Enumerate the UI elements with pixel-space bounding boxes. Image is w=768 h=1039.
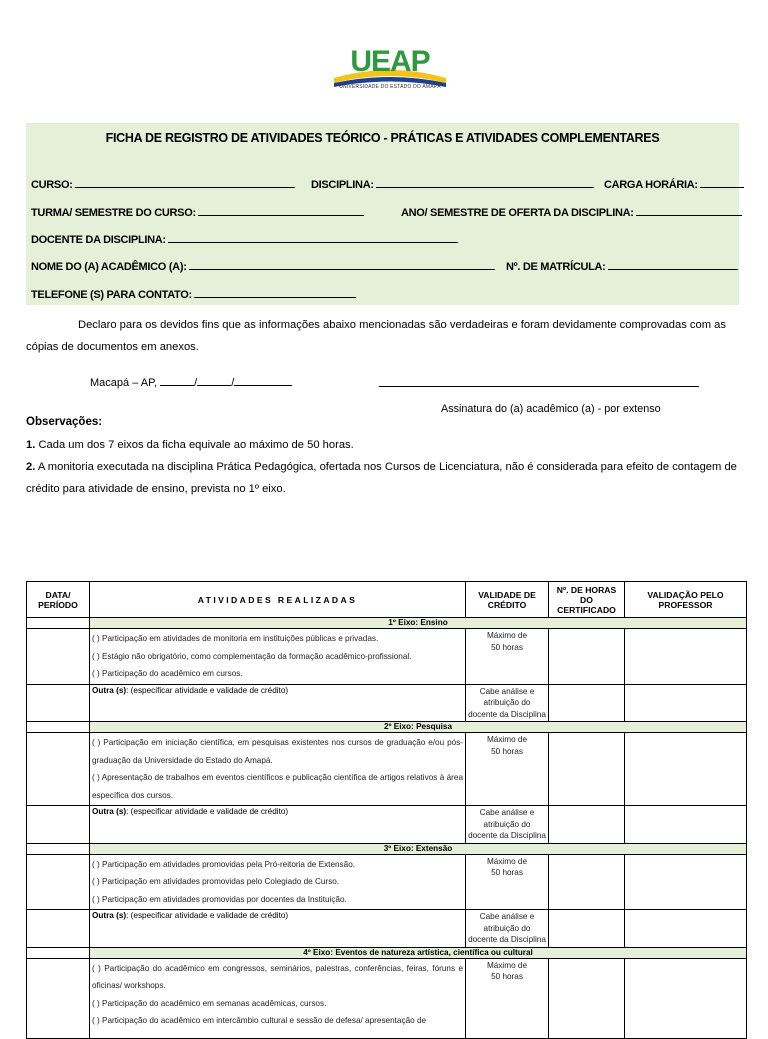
validity-cell: Cabe análise e atribuição do docente da Disciplina xyxy=(466,910,549,948)
validity-cell: Máximo de 50 horas xyxy=(466,733,549,806)
table-row xyxy=(27,806,747,844)
teacher-field[interactable] xyxy=(31,232,458,246)
validation-cell[interactable] xyxy=(625,733,747,806)
registration-label: Nº. DE MATRÍCULA: xyxy=(506,261,606,273)
axis-row-4 xyxy=(27,947,747,958)
activities-cell xyxy=(90,854,466,910)
validity-cell: Máximo de 50 horas xyxy=(466,854,549,910)
phone-field[interactable] xyxy=(31,287,356,301)
discipline-field[interactable] xyxy=(311,177,594,191)
hours-cell[interactable] xyxy=(549,684,625,722)
activity-item[interactable]: ( ) Estágio não obrigatório, como complementação da formação acadêmico-profissional. xyxy=(92,651,412,661)
hours-cell[interactable] xyxy=(549,958,625,1038)
activities-cell xyxy=(90,958,466,1038)
date-cell[interactable] xyxy=(27,733,90,806)
observation-1 xyxy=(26,434,742,456)
validation-cell[interactable] xyxy=(625,958,747,1038)
table-row xyxy=(27,629,747,685)
logo-subtitle: UNIVERSIDADE DO ESTADO DO AMAPÁ xyxy=(339,84,441,90)
activity-item[interactable]: ( ) Participação em atividades de monitoria em instituições públicas e privadas. xyxy=(92,634,379,643)
axis-row-3 xyxy=(27,843,747,854)
other-activity-cell[interactable]: Outra (s): (especificar atividade e validade de crédito) xyxy=(90,910,466,948)
activity-item[interactable]: ( ) Participação do acadêmico em intercâmbio cultural e sessão de defesa/ apresentação de xyxy=(92,1016,427,1025)
validation-cell[interactable] xyxy=(625,854,747,910)
declaration-text: Declaro para os devidos fins que as informações abaixo mencionadas são verdadeiras e foram devidamente comprovadas com as cópias de documentos em anexos. xyxy=(26,319,726,353)
observation-2 xyxy=(26,456,742,500)
place-label: Macapá – AP, xyxy=(90,377,158,389)
header-activities: ATIVIDADES REALIZADAS xyxy=(90,582,466,618)
form-title: FICHA DE REGISTRO DE ATIVIDADES TEÓRICO - PRÁTICAS E ATIVIDADES COMPLEMENTARES xyxy=(105,131,660,145)
class-semester-label: TURMA/ SEMESTRE DO CURSO: xyxy=(31,207,196,219)
hours-cell[interactable] xyxy=(549,910,625,948)
axis-2-title: 2º Eixo: Pesquisa xyxy=(90,722,747,733)
axis-row-1 xyxy=(27,618,747,629)
axis-row-2 xyxy=(27,722,747,733)
activity-item[interactable]: ( ) Participação em atividades promovidas pelo Colegiado de Curso. xyxy=(92,877,340,886)
signature-label: Assinatura do (a) acadêmico (a) - por extenso xyxy=(441,403,661,415)
activities-cell xyxy=(90,733,466,806)
header-validation: VALIDAÇÃO PELO PROFESSOR xyxy=(625,582,747,618)
date-cell[interactable] xyxy=(27,629,90,685)
date-cell[interactable] xyxy=(27,958,90,1038)
phone-label: TELEFONE (S) PARA CONTATO: xyxy=(31,289,192,301)
observation-2-number: 2. xyxy=(26,461,36,473)
date-cell[interactable] xyxy=(27,854,90,910)
observation-2-text: A monitoria executada na disciplina Prática Pedagógica, ofertada nos Cursos de Licenciatura, não é considerada para efeito de contagem de crédito para atividade de ensino, prevista no 1º eixo. xyxy=(26,461,737,495)
validity-cell: Máximo de 50 horas xyxy=(466,629,549,685)
table-row xyxy=(27,854,747,910)
activities-cell xyxy=(90,629,466,685)
activity-item[interactable]: ( ) Participação em iniciação científica, em pesquisas existentes nos cursos de graduação e/ou pós-graduação da Universidade do Estado do Amapá. xyxy=(92,738,463,765)
activity-item[interactable]: ( ) Participação do acadêmico em congressos, seminários, palestras, conferências, feiras, fóruns e oficinas/ workshops. xyxy=(92,963,463,990)
student-name-label: NOME DO (A) ACADÊMICO (A): xyxy=(31,261,187,273)
activities-table xyxy=(26,581,747,1039)
date-cell[interactable] xyxy=(27,910,90,948)
validity-cell: Cabe análise e atribuição do docente da Disciplina xyxy=(466,806,549,844)
validity-cell: Máximo de 50 horas xyxy=(466,958,549,1038)
activity-item[interactable]: ( ) Participação do acadêmico em semanas acadêmicas, cursos. xyxy=(92,998,327,1008)
offer-year-label: ANO/ SEMESTRE DE OFERTA DA DISCIPLINA: xyxy=(401,207,634,219)
table-row xyxy=(27,910,747,948)
discipline-label: DISCIPLINA: xyxy=(311,179,374,191)
table-row xyxy=(27,958,747,1038)
table-header-row xyxy=(27,582,747,618)
validation-cell[interactable] xyxy=(625,684,747,722)
hours-cell[interactable] xyxy=(549,806,625,844)
workload-field[interactable] xyxy=(604,177,744,191)
table-row xyxy=(27,684,747,722)
table-row xyxy=(27,733,747,806)
validation-cell[interactable] xyxy=(625,910,747,948)
activity-item[interactable]: ( ) Apresentação de trabalhos em eventos científicos e publicação científica de artigos relativos à área específica dos cursos. xyxy=(92,773,463,800)
activity-item[interactable]: ( ) Participação do acadêmico em cursos. xyxy=(92,669,243,678)
header-hours: Nº. DE HORAS DO CERTIFICADO xyxy=(549,582,625,618)
axis-1-title: 1º Eixo: Ensino xyxy=(90,618,747,629)
header-date: DATA/ PERÍODO xyxy=(27,582,90,618)
date-place-line[interactable]: Macapá – AP, / / xyxy=(90,375,292,389)
hours-cell[interactable] xyxy=(549,733,625,806)
hours-cell[interactable] xyxy=(549,629,625,685)
activity-item[interactable]: ( ) Participação em atividades promovidas pela Pró-reitoria de Extensão. xyxy=(92,859,356,869)
axis-3-title: 3º Eixo: Extensão xyxy=(90,843,747,854)
other-activity-cell[interactable]: Outra (s): (especificar atividade e validade de crédito) xyxy=(90,806,466,844)
student-name-field[interactable] xyxy=(31,259,495,273)
observation-1-number: 1. xyxy=(26,439,36,451)
date-cell[interactable] xyxy=(27,684,90,722)
validation-cell[interactable] xyxy=(625,806,747,844)
activity-item[interactable]: ( ) Participação em atividades promovidas por docentes da Instituição. xyxy=(92,894,347,904)
observation-1-text: Cada um dos 7 eixos da ficha equivale ao máximo de 50 horas. xyxy=(38,439,354,451)
validation-cell[interactable] xyxy=(625,629,747,685)
date-cell[interactable] xyxy=(27,806,90,844)
workload-label: CARGA HORÁRIA: xyxy=(604,179,698,191)
header-validity: VALIDADE DE CRÉDITO xyxy=(466,582,549,618)
hours-cell[interactable] xyxy=(549,854,625,910)
course-label: CURSO: xyxy=(31,179,73,191)
signature-line[interactable] xyxy=(379,376,699,387)
validity-cell: Cabe análise e atribuição do docente da Disciplina xyxy=(466,684,549,722)
logo-wordmark: UEAP xyxy=(350,45,430,78)
other-activity-cell[interactable]: Outra (s): (especificar atividade e validade de crédito) xyxy=(90,684,466,722)
course-field[interactable] xyxy=(31,177,295,191)
observations-title: Observações: xyxy=(26,416,103,428)
teacher-label: DOCENTE DA DISCIPLINA: xyxy=(31,234,166,246)
axis-4-title: 4º Eixo: Eventos de natureza artística, científica ou cultural xyxy=(90,947,747,958)
offer-year-field[interactable] xyxy=(401,205,742,219)
class-semester-field[interactable] xyxy=(31,205,364,219)
registration-field[interactable] xyxy=(506,259,738,273)
